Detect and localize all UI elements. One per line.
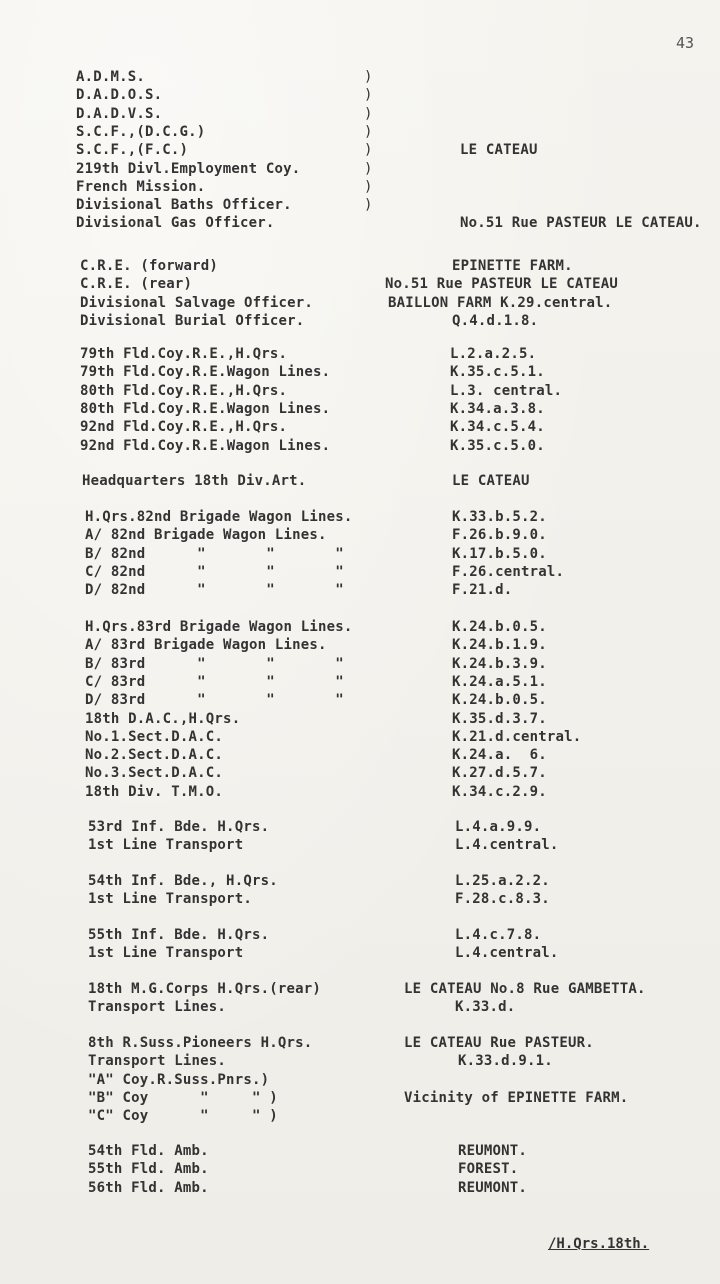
unit-location: K.33.b.5.2. xyxy=(452,509,547,525)
unit-name: 80th Fld.Coy.R.E.,H.Qrs. xyxy=(80,382,288,399)
unit-location: K.27.d.5.7. xyxy=(452,765,547,782)
unit-name: D/ 82nd " " " xyxy=(85,582,344,599)
unit-name: 92nd Fld.Coy.R.E.Wagon Lines. xyxy=(80,437,331,454)
grouping-brace: ) xyxy=(364,197,373,214)
unit-location: L.4.a.9.9. xyxy=(455,819,542,835)
unit-name: 92nd Fld.Coy.R.E.,H.Qrs. xyxy=(80,419,288,436)
unit-name: 18th M.G.Corps H.Qrs.(rear) xyxy=(88,981,321,997)
unit-name: No.2.Sect.D.A.C. xyxy=(85,747,224,764)
unit-name: H.Qrs.82nd Brigade Wagon Lines. xyxy=(85,509,353,525)
grouping-brace: ) xyxy=(364,105,373,122)
unit-location: K.24.a.5.1. xyxy=(452,673,547,690)
grouping-brace: ) xyxy=(364,178,373,195)
unit-name: 54th Fld. Amb. xyxy=(88,1143,209,1159)
unit-location: K.35.c.5.0. xyxy=(450,437,545,454)
unit-name: 79th Fld.Coy.R.E.Wagon Lines. xyxy=(80,364,331,381)
unit-name: 1st Line Transport xyxy=(88,837,244,854)
unit-name: Headquarters 18th Div.Art. xyxy=(82,473,307,489)
unit-location: LE CATEAU No.8 Rue GAMBETTA. xyxy=(404,981,646,997)
unit-location: REUMONT. xyxy=(458,1143,528,1159)
unit-name: 55th Inf. Bde. H.Qrs. xyxy=(88,927,270,943)
unit-name: 18th D.A.C.,H.Qrs. xyxy=(85,710,241,727)
unit-location: K.35.c.5.1. xyxy=(450,364,545,381)
unit-name: No.1.Sect.D.A.C. xyxy=(85,728,224,745)
unit-location: L.3. central. xyxy=(450,382,563,399)
unit-location: Q.4.d.1.8. xyxy=(452,312,539,329)
unit-name: "B" Coy " " ) xyxy=(88,1089,278,1106)
unit-name: Transport Lines. xyxy=(88,1053,227,1070)
unit-location: F.28.c.8.3. xyxy=(455,891,550,908)
unit-location: F.21.d. xyxy=(452,582,513,599)
unit-location: K.35.d.3.7. xyxy=(452,710,547,727)
unit-location: K.24.b.1.9. xyxy=(452,637,547,654)
unit-name: A/ 82nd Brigade Wagon Lines. xyxy=(85,527,327,544)
unit-location: K.33.d. xyxy=(455,999,516,1016)
unit-name: 79th Fld.Coy.R.E.,H.Qrs. xyxy=(80,346,288,362)
page-number: 43 xyxy=(676,34,695,52)
unit-name: 8th R.Suss.Pioneers H.Qrs. xyxy=(88,1035,313,1051)
unit-name: 1st Line Transport. xyxy=(88,891,252,908)
unit-name: Transport Lines. xyxy=(88,999,227,1016)
grouping-brace: ) xyxy=(364,69,373,85)
unit-location: L.4.c.7.8. xyxy=(455,927,542,943)
unit-name: S.C.F.,(D.C.G.) xyxy=(76,123,206,140)
unit-location: K.34.a.3.8. xyxy=(450,400,545,417)
unit-name: C/ 83rd " " " xyxy=(85,673,344,690)
unit-name: H.Qrs.83rd Brigade Wagon Lines. xyxy=(85,619,353,635)
unit-location: L.2.a.2.5. xyxy=(450,346,537,362)
unit-location: K.24.b.0.5. xyxy=(452,619,547,635)
unit-name: C.R.E. (rear) xyxy=(80,276,193,293)
unit-location: No.51 Rue PASTEUR LE CATEAU. xyxy=(460,215,702,232)
unit-name: B/ 83rd " " " xyxy=(85,655,344,672)
unit-name: Divisional Salvage Officer. xyxy=(80,294,313,311)
unit-name: French Mission. xyxy=(76,178,206,195)
continuation-note: /H.Qrs.18th. xyxy=(548,1236,650,1252)
grouping-brace: ) xyxy=(364,123,373,140)
unit-name: Divisional Gas Officer. xyxy=(76,215,275,232)
unit-name: 55th Fld. Amb. xyxy=(88,1161,209,1178)
unit-location: No.51 Rue PASTEUR LE CATEAU xyxy=(385,276,618,293)
unit-name: D/ 83rd " " " xyxy=(85,692,344,709)
unit-name: C.R.E. (forward) xyxy=(80,258,219,274)
unit-name: No.3.Sect.D.A.C. xyxy=(85,765,224,782)
unit-location: FOREST. xyxy=(458,1161,519,1178)
unit-name: D.A.D.O.S. xyxy=(76,87,163,104)
unit-name: 80th Fld.Coy.R.E.Wagon Lines. xyxy=(80,400,331,417)
unit-location: EPINETTE FARM. xyxy=(452,258,573,274)
unit-name: A.D.M.S. xyxy=(76,69,146,85)
unit-location: LE CATEAU xyxy=(460,142,538,159)
unit-location: LE CATEAU xyxy=(452,473,530,489)
grouping-brace: ) xyxy=(364,142,373,159)
unit-location: F.26.b.9.0. xyxy=(452,527,547,544)
unit-location: K.34.c.2.9. xyxy=(452,783,547,800)
unit-location: LE CATEAU Rue PASTEUR. xyxy=(404,1035,594,1051)
unit-location: K.21.d.central. xyxy=(452,728,582,745)
unit-location: K.24.b.3.9. xyxy=(452,655,547,672)
unit-name: 219th Divl.Employment Coy. xyxy=(76,160,301,177)
grouping-brace: ) xyxy=(364,160,373,177)
unit-location: K.24.a. 6. xyxy=(452,747,547,764)
unit-location: BAILLON FARM K.29.central. xyxy=(388,294,613,311)
grouping-brace: ) xyxy=(364,87,373,104)
unit-location: K.17.b.5.0. xyxy=(452,545,547,562)
unit-name: 1st Line Transport xyxy=(88,945,244,962)
unit-location: K.33.d.9.1. xyxy=(458,1053,553,1070)
unit-name: "C" Coy " " ) xyxy=(88,1108,278,1125)
unit-location: REUMONT. xyxy=(458,1179,528,1196)
unit-name: "A" Coy.R.Suss.Pnrs.) xyxy=(88,1071,270,1088)
unit-location: Vicinity of EPINETTE FARM. xyxy=(404,1089,629,1106)
unit-location: F.26.central. xyxy=(452,563,565,580)
unit-location: L.25.a.2.2. xyxy=(455,873,550,889)
unit-name: 18th Div. T.M.O. xyxy=(85,783,224,800)
unit-name: 54th Inf. Bde., H.Qrs. xyxy=(88,873,278,889)
unit-location: L.4.central. xyxy=(455,945,559,962)
unit-location: K.24.b.0.5. xyxy=(452,692,547,709)
unit-location: K.34.c.5.4. xyxy=(450,419,545,436)
unit-name: 53rd Inf. Bde. H.Qrs. xyxy=(88,819,270,835)
unit-name: C/ 82nd " " " xyxy=(85,563,344,580)
unit-location: L.4.central. xyxy=(455,837,559,854)
unit-name: Divisional Baths Officer. xyxy=(76,197,292,214)
unit-name: A/ 83rd Brigade Wagon Lines. xyxy=(85,637,327,654)
unit-name: B/ 82nd " " " xyxy=(85,545,344,562)
unit-name: Divisional Burial Officer. xyxy=(80,312,305,329)
unit-name: D.A.D.V.S. xyxy=(76,105,163,122)
unit-name: S.C.F.,(F.C.) xyxy=(76,142,189,159)
unit-name: 56th Fld. Amb. xyxy=(88,1179,209,1196)
